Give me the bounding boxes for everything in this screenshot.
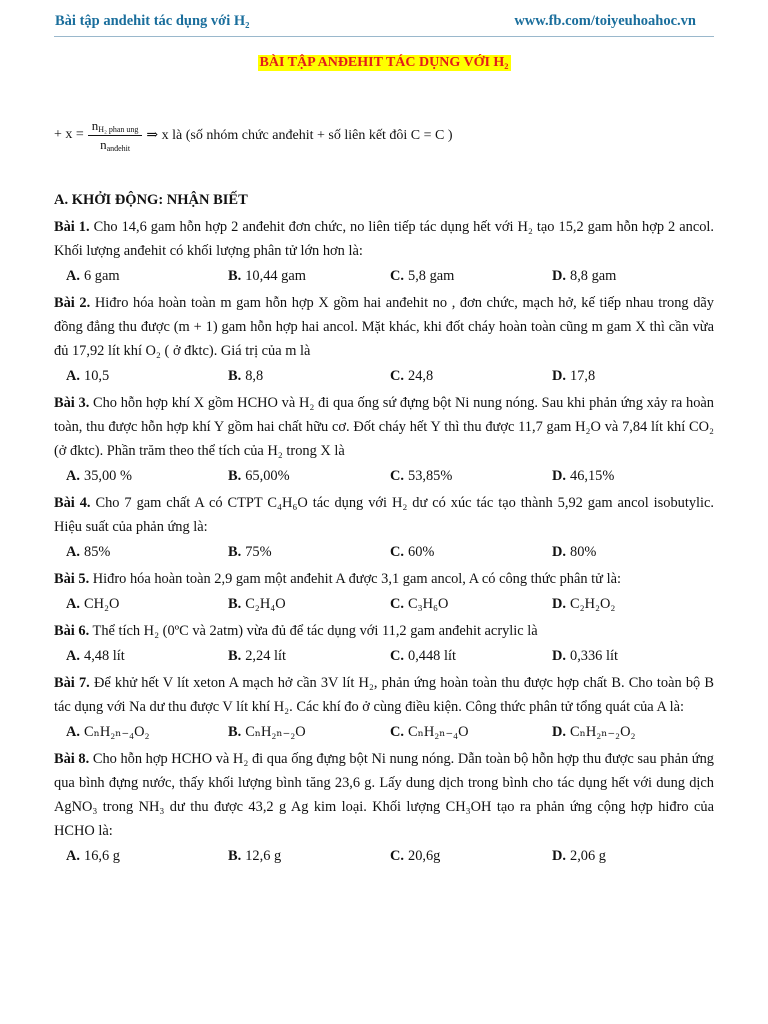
option-text: 60% <box>408 543 435 560</box>
option-text: 46,15% <box>570 467 615 484</box>
option-b[interactable] <box>216 724 378 741</box>
option-text: 12,6 g <box>245 847 282 864</box>
problem-label: Bài 1. <box>54 219 90 235</box>
problem-text: Cho 14,6 gam hỗn hợp 2 anđehit đơn chức, no liên tiếp tác dụng hết với H₂ tạo 15,2 gam hỗn hợp 2 ancol. Khối lượng anđehit có khối lượng phân tử lớn hơn là: <box>54 219 715 259</box>
option-text: 0,448 lít <box>408 647 456 664</box>
option-d[interactable] <box>540 368 702 385</box>
option-letter: D. <box>552 647 566 664</box>
option-letter: C. <box>390 595 404 612</box>
problem-list <box>54 192 714 871</box>
problem-text: Hiđro hóa hoàn toàn 2,9 gam một anđehit A được 3,1 gam ancol, A có công thức phân tử là: <box>89 571 621 587</box>
problem-text: Hiđro hóa hoàn toàn m gam hỗn hợp X gồm hai anđehit no , đơn chức, mạch hở, kế tiếp nhau trong dãy đồng đẳng thu được (m + 1) gam hỗn hợp hai ancol. Mặt khác, khi đốt cháy hoàn toàn cũng m gam X thì cần vừa đủ 17,92 lít khí O₂ ( ở đktc). Giá trị của m là <box>54 295 715 359</box>
problem-6 <box>54 619 714 643</box>
options-row <box>54 643 714 669</box>
option-letter: C. <box>390 647 404 664</box>
option-c[interactable] <box>378 368 540 385</box>
option-text: 85% <box>84 543 111 560</box>
problem-label: Bài 6. <box>54 623 90 639</box>
option-d[interactable] <box>540 648 702 665</box>
option-c[interactable] <box>378 268 540 285</box>
formula-suffix: ⇒ x là (số nhóm chức anđehit + số liên kết đôi C = C ) <box>146 127 453 143</box>
problem-label: Bài 4. <box>54 495 91 511</box>
problem-label: Bài 7. <box>54 675 90 691</box>
denominator-symbol: n <box>100 136 107 152</box>
option-d[interactable] <box>540 268 702 285</box>
options-row <box>54 591 714 617</box>
option-text: CₙH₂ₙ₋₂O <box>245 723 306 740</box>
option-letter: B. <box>228 723 242 740</box>
option-a[interactable] <box>54 368 216 385</box>
option-letter: B. <box>228 467 242 484</box>
option-text: C₂H₂O₂ <box>570 595 616 612</box>
option-letter: D. <box>552 367 566 384</box>
problem-text: Thể tích H₂ (0ºC và 2atm) vừa đủ để tác dụng với 11,2 gam anđehit acrylic là <box>89 623 538 639</box>
option-letter: D. <box>552 467 566 484</box>
option-b[interactable] <box>216 544 378 561</box>
header-divider <box>54 36 714 37</box>
option-a[interactable] <box>54 648 216 665</box>
option-text: CₙH₂ₙ₋₄O₂ <box>84 723 150 740</box>
options-row <box>54 363 714 389</box>
problem-3 <box>54 391 714 463</box>
option-letter: C. <box>390 723 404 740</box>
option-d[interactable] <box>540 544 702 561</box>
option-text: 4,48 lít <box>84 647 125 664</box>
option-b[interactable] <box>216 848 378 865</box>
option-text: C₃H₆O <box>408 595 449 612</box>
problem-label: Bài 8. <box>54 751 90 767</box>
option-text: C₂H₄O <box>245 595 286 612</box>
header-title: Bài tập andehit tác dụng với H₂ <box>55 13 250 29</box>
option-b[interactable] <box>216 268 378 285</box>
option-text: 6 gam <box>84 267 120 284</box>
header-link[interactable]: www.fb.com/toiyeuhoahoc.vn <box>514 13 696 29</box>
denominator-subscript: anđehit <box>106 143 131 153</box>
option-text: 24,8 <box>408 367 434 384</box>
option-letter: A. <box>66 267 80 284</box>
options-row <box>54 539 714 565</box>
option-b[interactable] <box>216 596 378 613</box>
problem-7 <box>54 671 714 719</box>
formula <box>54 112 453 158</box>
option-a[interactable] <box>54 468 216 485</box>
option-letter: B. <box>228 367 242 384</box>
option-b[interactable] <box>216 648 378 665</box>
formula-denominator <box>96 136 134 153</box>
option-letter: C. <box>390 543 404 560</box>
title-wrap <box>0 54 768 71</box>
option-text: 2,06 g <box>570 847 606 864</box>
option-text: 20,6g <box>408 847 441 864</box>
option-a[interactable] <box>54 268 216 285</box>
option-c[interactable] <box>378 848 540 865</box>
option-c[interactable] <box>378 596 540 613</box>
options-row <box>54 463 714 489</box>
option-letter: C. <box>390 467 404 484</box>
option-letter: A. <box>66 723 80 740</box>
problem-text: Cho hỗn hợp khí X gồm HCHO và H₂ đi qua ống sứ đựng bột Ni nung nóng. Sau khi phản ứng xảy ra hoàn toàn, thu được hỗn hợp khí Y gồm hai chất hữu cơ. Đốt cháy hết Y thì thu được 11,7 gam H₂O và 7,84 lít khí CO₂ (ở đktc). Phần trăm theo thể tích của H₂ trong X là <box>54 395 714 459</box>
option-letter: B. <box>228 595 242 612</box>
numerator-subscript: H₂ phan ung <box>98 124 139 134</box>
problem-label: Bài 3. <box>54 395 90 411</box>
option-b[interactable] <box>216 368 378 385</box>
option-c[interactable] <box>378 724 540 741</box>
problem-4 <box>54 491 714 539</box>
option-text: CH₂O <box>84 595 120 612</box>
option-d[interactable] <box>540 848 702 865</box>
option-letter: B. <box>228 543 242 560</box>
problem-5 <box>54 567 714 591</box>
option-d[interactable] <box>540 468 702 485</box>
option-text: 65,00% <box>245 467 290 484</box>
option-text: 10,44 gam <box>245 267 306 284</box>
numerator-symbol: n <box>91 117 99 133</box>
option-a[interactable] <box>54 848 216 865</box>
options-row <box>54 719 714 745</box>
option-letter: A. <box>66 595 80 612</box>
option-d[interactable] <box>540 724 702 741</box>
option-c[interactable] <box>378 544 540 561</box>
option-text: 5,8 gam <box>408 267 455 284</box>
option-text: 75% <box>245 543 272 560</box>
option-letter: D. <box>552 267 566 284</box>
option-letter: C. <box>390 267 404 284</box>
option-letter: D. <box>552 847 566 864</box>
option-letter: A. <box>66 543 80 560</box>
option-letter: A. <box>66 467 80 484</box>
problem-text: Cho hỗn hợp HCHO và H₂ đi qua ống đựng bột Ni nung nóng. Dẫn toàn bộ hỗn hợp thu được sau phản ứng qua bình đựng nước, thấy khối lượng bình tăng 23,6 g. Lấy dung dịch trong bình cho tác dụng hết với dung dịch AgNO₃ trong NH₃ dư thu được 43,2 g Ag kim loại. Khối lượng CH₃OH tạo ra phản ứng cộng hợp hiđro của HCHO là: <box>54 751 714 839</box>
options-row <box>54 263 714 289</box>
option-text: 35,00 % <box>84 467 132 484</box>
option-letter: A. <box>66 367 80 384</box>
problem-label: Bài 5. <box>54 571 90 587</box>
option-text: CₙH₂ₙ₋₄O <box>408 723 469 740</box>
option-text: 16,6 g <box>84 847 120 864</box>
option-letter: C. <box>390 847 404 864</box>
option-c[interactable] <box>378 648 540 665</box>
problem-text: Để khử hết V lít xeton A mạch hở cần 3V lít H₂, phản ứng hoàn toàn thu được hợp chất B. Cho toàn bộ B tác dụng với Na dư thu được V lít khí H₂. Các khí đo ở cùng điều kiện. Công thức phân tử tổng quát của A là: <box>54 675 714 715</box>
problem-8 <box>54 747 714 843</box>
option-text: 53,85% <box>408 467 453 484</box>
option-a[interactable] <box>54 724 216 741</box>
option-a[interactable] <box>54 596 216 613</box>
option-letter: B. <box>228 267 242 284</box>
option-text: 80% <box>570 543 597 560</box>
formula-numerator <box>88 118 143 136</box>
formula-fraction <box>88 118 143 153</box>
option-letter: D. <box>552 543 566 560</box>
option-b[interactable] <box>216 468 378 485</box>
option-c[interactable] <box>378 468 540 485</box>
option-letter: A. <box>66 647 80 664</box>
problem-label: Bài 2. <box>54 295 91 311</box>
option-letter: B. <box>228 847 242 864</box>
problem-1 <box>54 215 714 263</box>
options-row <box>54 843 714 869</box>
problem-text: Cho 7 gam chất A có CTPT C₄H₆O tác dụng với H₂ dư có xúc tác tạo thành 5,92 gam ancol isobutylic. Hiệu suất của phản ứng là: <box>54 495 715 535</box>
option-text: CₙH₂ₙ₋₂O₂ <box>570 723 636 740</box>
option-text: 10,5 <box>84 367 110 384</box>
option-text: 2,24 lít <box>245 647 286 664</box>
formula-prefix: + x = <box>54 127 84 142</box>
problems-container <box>54 215 714 869</box>
option-text: 17,8 <box>570 367 596 384</box>
page-header <box>55 13 696 33</box>
option-text: 8,8 gam <box>570 267 617 284</box>
option-d[interactable] <box>540 596 702 613</box>
option-text: 0,336 lít <box>570 647 618 664</box>
page-title: BÀI TẬP ANĐEHIT TÁC DỤNG VỚI H₂ <box>259 55 509 70</box>
option-letter: D. <box>552 595 566 612</box>
option-a[interactable] <box>54 544 216 561</box>
section-heading: A. KHỞI ĐỘNG: NHẬN BIẾT <box>54 192 248 208</box>
option-letter: B. <box>228 647 242 664</box>
option-letter: D. <box>552 723 566 740</box>
option-letter: C. <box>390 367 404 384</box>
problem-2 <box>54 291 714 363</box>
option-letter: A. <box>66 847 80 864</box>
option-text: 8,8 <box>245 367 264 384</box>
